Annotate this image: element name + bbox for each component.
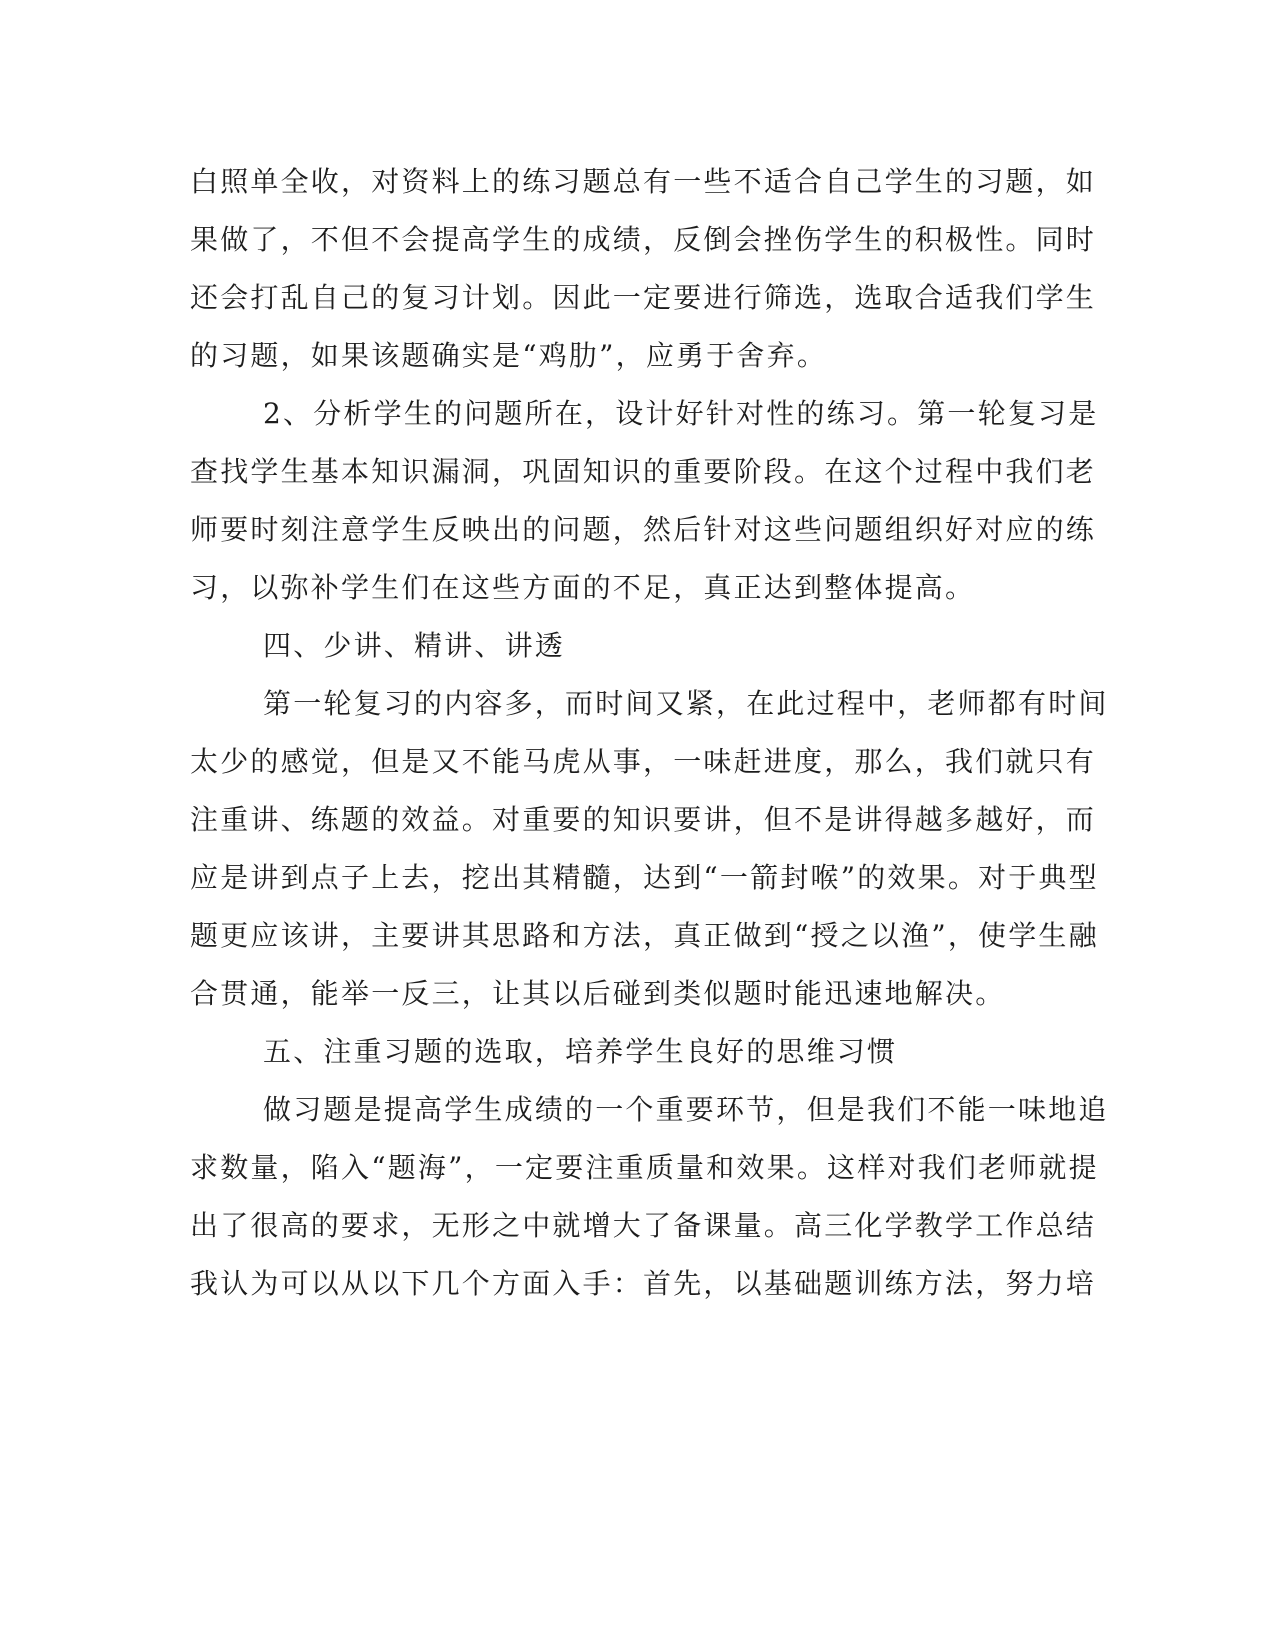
text-line: 我认为可以从以下几个方面入手：首先，以基础题训练方法，努力培 — [190, 1267, 1097, 1300]
paragraph-start-line: 做习题是提高学生成绩的一个重要环节，但是我们不能一味地追 — [263, 1093, 1109, 1126]
text-line: 题更应该讲，主要讲其思路和方法，真正做到“授之以渔”，使学生融 — [190, 919, 1099, 952]
text-line: 白照单全收，对资料上的练习题总有一些不适合自己学生的习题，如 — [190, 165, 1097, 198]
text-line: 应是讲到点子上去，挖出其精髓，达到“一箭封喉”的效果。对于典型 — [190, 861, 1099, 894]
section-heading: 五、注重习题的选取，培养学生良好的思维习惯 — [263, 1035, 898, 1068]
paragraph-start-line: 2、分析学生的问题所在，设计好针对性的练习。第一轮复习是 — [263, 397, 1099, 430]
text-line: 查找学生基本知识漏洞，巩固知识的重要阶段。在这个过程中我们老 — [190, 455, 1097, 488]
text-line: 出了很高的要求，无形之中就增大了备课量。高三化学教学工作总结 — [190, 1209, 1097, 1242]
text-line: 注重讲、练题的效益。对重要的知识要讲，但不是讲得越多越好，而 — [190, 803, 1097, 836]
text-line: 太少的感觉，但是又不能马虎从事，一味赶进度，那么，我们就只有 — [190, 745, 1097, 778]
text-line: 求数量，陷入“题海”，一定要注重质量和效果。这样对我们老师就提 — [190, 1151, 1099, 1184]
text-line: 的习题，如果该题确实是“鸡肋”，应勇于舍弃。 — [190, 339, 828, 372]
section-heading: 四、少讲、精讲、讲透 — [263, 629, 566, 662]
text-line: 还会打乱自己的复习计划。因此一定要进行筛选，选取合适我们学生 — [190, 281, 1097, 314]
text-line: 合贯通，能举一反三，让其以后碰到类似题时能迅速地解决。 — [190, 977, 1006, 1010]
text-line: 师要时刻注意学生反映出的问题，然后针对这些问题组织好对应的练 — [190, 513, 1097, 546]
text-line: 习，以弥补学生们在这些方面的不足，真正达到整体提高。 — [190, 571, 976, 604]
paragraph-start-line: 第一轮复习的内容多，而时间又紧，在此过程中，老师都有时间 — [263, 687, 1109, 720]
text-line: 果做了，不但不会提高学生的成绩，反倒会挫伤学生的积极性。同时 — [190, 223, 1097, 256]
